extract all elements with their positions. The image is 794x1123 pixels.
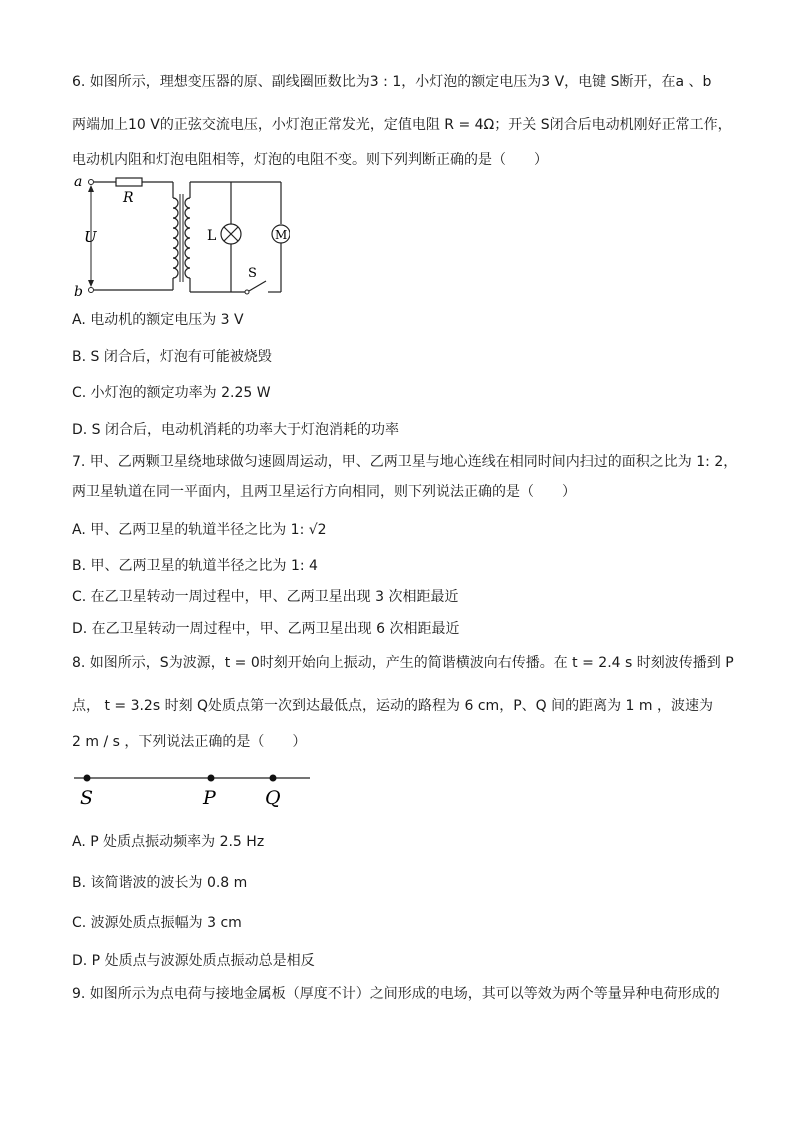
switch-S	[249, 281, 266, 291]
q6-stem-line-2: 两端加上10 V的正弦交流电压，小灯泡正常发光，定值电阻 R = 4Ω；开关 S闭合后电动机刚好正常工作，	[72, 117, 732, 133]
label-U: U	[84, 228, 97, 246]
q8-stem-line-2: 点， t = 3.2s 时刻 Q处质点第一次到达最低点，运动的路程为 6 cm，P、Q 间的距离为 1 m ，波速为	[72, 698, 713, 714]
point-S	[84, 775, 91, 782]
q8-option-a: A. P 处质点振动频率为 2.5 Hz	[72, 834, 265, 850]
arrow-head-top	[88, 185, 94, 192]
q6-option-c: C. 小灯泡的额定功率为 2.25 W	[72, 385, 271, 401]
arrow-head-bottom	[88, 280, 94, 287]
label-S: S	[80, 787, 94, 809]
secondary-coil	[185, 198, 190, 278]
q7-stem-line-1: 7. 甲、乙两颗卫星绕地球做匀速圆周运动，甲、乙两卫星与地心连线在相同时间内扫过的面积之比为 1: 2，	[72, 454, 738, 470]
label-a: a	[74, 174, 83, 190]
q8-wave-line-diagram	[70, 766, 320, 810]
q8-option-c: C. 波源处质点振幅为 3 cm	[72, 915, 242, 931]
q9-stem-line-1: 9. 如图所示为点电荷与接地金属板（厚度不计）之间形成的电场，其可以等效为两个等量异种电荷形成的	[72, 986, 720, 1002]
point-Q	[270, 775, 277, 782]
q6-option-a: A. 电动机的额定电压为 3 V	[72, 312, 244, 328]
q7-option-d: D. 在乙卫星转动一周过程中，甲、乙两卫星出现 6 次相距最近	[72, 621, 460, 637]
label-b: b	[74, 284, 83, 300]
point-P	[208, 775, 215, 782]
q6-stem-line-3: 电动机内阻和灯泡电阻相等，灯泡的电阻不变。则下列判断正确的是（ ）	[72, 152, 548, 168]
q6-circuit-diagram	[70, 172, 290, 300]
q8-option-b: B. 该简谐波的波长为 0.8 m	[72, 875, 248, 891]
label-S: S	[248, 266, 257, 281]
label-P: P	[203, 787, 216, 809]
q7-option-b: B. 甲、乙两卫星的轨道半径之比为 1: 4	[72, 558, 318, 574]
q7-option-c: C. 在乙卫星转动一周过程中，甲、乙两卫星出现 3 次相距最近	[72, 589, 459, 605]
label-L: L	[207, 228, 217, 244]
q6-option-d: D. S 闭合后，电动机消耗的功率大于灯泡消耗的功率	[72, 422, 400, 438]
terminal-a	[89, 180, 94, 185]
q8-stem-line-3: 2 m / s ，下列说法正确的是（ ）	[72, 734, 307, 750]
primary-coil	[173, 198, 178, 278]
label-M: M	[275, 228, 288, 242]
q6-option-b: B. S 闭合后，灯泡有可能被烧毁	[72, 349, 272, 365]
q8-option-d: D. P 处质点与波源处质点振动总是相反	[72, 953, 315, 969]
terminal-b	[89, 288, 94, 293]
q7-option-a: A. 甲、乙两卫星的轨道半径之比为 1: √2	[72, 522, 327, 538]
resistor-R	[116, 178, 142, 186]
label-R: R	[123, 190, 134, 206]
q6-stem-line-1: 6. 如图所示，理想变压器的原、副线圈匝数比为3 : 1，小灯泡的额定电压为3 V，电键 S断开，在a 、b	[72, 74, 712, 90]
label-Q: Q	[265, 787, 281, 809]
switch-S-contact	[245, 290, 249, 294]
q8-stem-line-1: 8. 如图所示，S为波源，t = 0时刻开始向上振动，产生的简谐横波向右传播。在 t = 2.4 s 时刻波传播到 P	[72, 655, 734, 671]
q7-stem-line-2: 两卫星轨道在同一平面内，且两卫星运行方向相同，则下列说法正确的是（ ）	[72, 484, 576, 500]
